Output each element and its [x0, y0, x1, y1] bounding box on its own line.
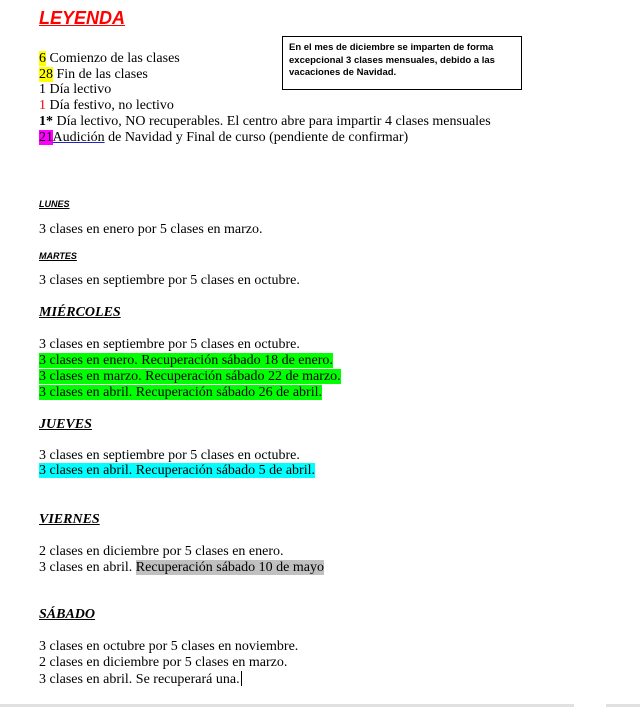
highlighted-text: 3 clases en abril. Recuperación sábado 26 de abril. — [39, 385, 323, 400]
legend-item-start — [39, 51, 180, 67]
legend-num: 21 — [39, 130, 53, 145]
miercoles-line — [39, 353, 333, 369]
legend-num: 1 — [39, 98, 46, 113]
plain-text: 3 clases en abril. — [39, 560, 136, 575]
legend-text: Día lectivo — [46, 82, 112, 97]
sabado-line: 2 clases en diciembre por 5 clases en marzo. — [39, 655, 288, 670]
section-heading-jueves: JUEVES — [39, 417, 92, 432]
legend-item-lectivo — [39, 82, 111, 98]
legend-num: 28 — [39, 67, 53, 82]
sabado-line: 3 clases en octubre por 5 clases en noviembre. — [39, 639, 299, 654]
legend-text: Fin de las clases — [53, 67, 148, 82]
section-heading-sabado: SÁBADO — [39, 607, 96, 622]
legend-text: Día festivo, no lectivo — [46, 98, 174, 113]
highlighted-text: Recuperación sábado 10 de mayo — [135, 560, 324, 575]
section-heading-lunes: LUNES — [39, 199, 70, 209]
audicion-link[interactable]: Audición — [52, 130, 105, 145]
editable-text[interactable]: 3 clases en abril. Se recuperará una. — [39, 672, 240, 687]
legend-item-audicion — [39, 130, 408, 146]
highlighted-text: 3 clases en marzo. Recuperación sábado 22 de marzo. — [39, 369, 341, 384]
highlighted-text: 3 clases en abril. Recuperación sábado 5 de abril. — [39, 463, 316, 478]
martes-line: 3 clases en septiembre por 5 clases en octubre. — [39, 273, 300, 288]
legend-num: 1 — [39, 82, 46, 97]
miercoles-line — [39, 385, 322, 401]
legend-item-festivo — [39, 98, 174, 114]
section-heading-miercoles: MIÉRCOLES — [39, 305, 121, 320]
legend-num: 6 — [39, 51, 46, 66]
highlighted-text: 3 clases en enero. Recuperación sábado 18 de enero. — [39, 353, 333, 368]
viernes-line: 2 clases en diciembre por 5 clases en enero. — [39, 544, 284, 559]
lunes-line: 3 clases en enero por 5 clases en marzo. — [39, 222, 263, 237]
legend-text: Comienzo de las clases — [46, 51, 180, 66]
miercoles-line — [39, 369, 341, 385]
legend-title: LEYENDA — [39, 8, 126, 28]
december-note-box: En el mes de diciembre se imparten de forma excepcional 3 clases mensuales, debido a las vacaciones de Navidad. — [282, 36, 522, 90]
text-cursor — [241, 671, 242, 686]
legend-num: 1* — [39, 114, 53, 129]
sabado-line[interactable] — [39, 671, 242, 688]
miercoles-line: 3 clases en septiembre por 5 clases en octubre. — [39, 337, 300, 352]
legend-text: Día lectivo, NO recuperables. El centro abre para impartir 4 clases mensuales — [53, 114, 491, 129]
legend-text: de Navidad y Final de curso (pendiente de confirmar) — [104, 130, 409, 145]
legend-item-end — [39, 67, 148, 83]
jueves-line — [39, 463, 315, 479]
viernes-line — [39, 560, 324, 576]
jueves-line: 3 clases en septiembre por 5 clases en octubre. — [39, 448, 300, 463]
section-heading-viernes: VIERNES — [39, 512, 100, 527]
section-heading-martes: MARTES — [39, 251, 77, 261]
legend-item-no-recuperable — [39, 114, 491, 130]
